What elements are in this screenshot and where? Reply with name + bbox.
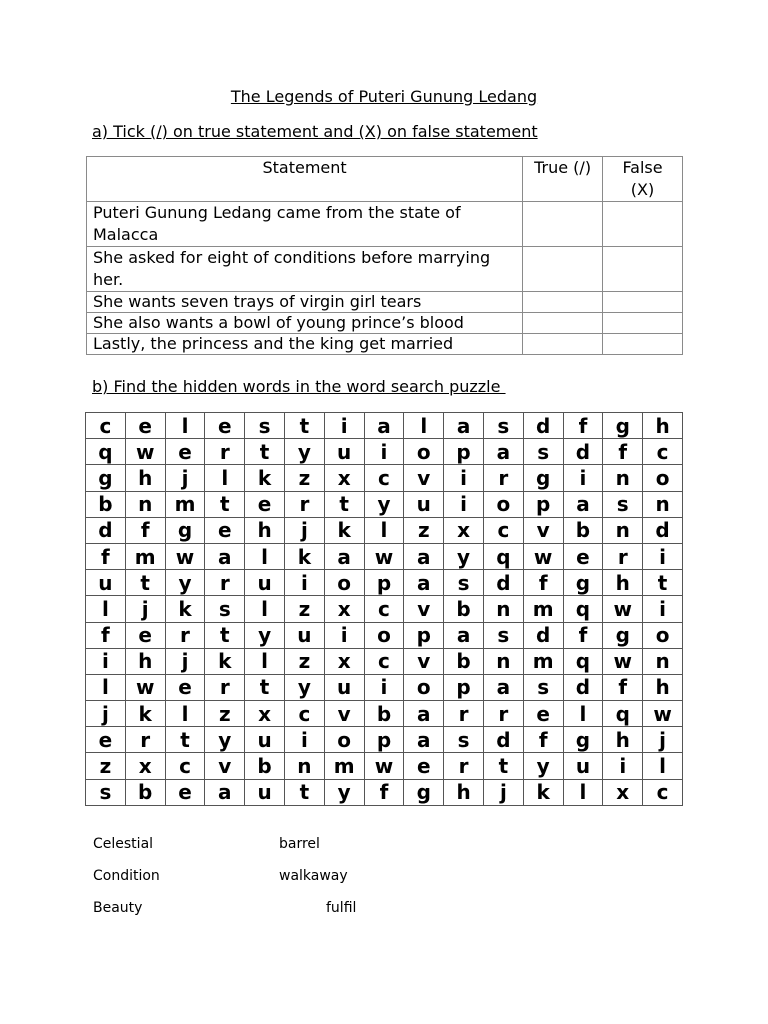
grid-cell[interactable]: d	[643, 517, 683, 543]
grid-cell[interactable]: z	[205, 701, 245, 727]
grid-cell[interactable]: x	[324, 596, 364, 622]
grid-cell[interactable]: c	[643, 439, 683, 465]
grid-cell[interactable]: f	[603, 439, 643, 465]
grid-row	[86, 517, 683, 543]
grid-cell[interactable]: s	[523, 439, 563, 465]
grid-cell[interactable]: a	[444, 622, 484, 648]
grid-cell[interactable]: i	[563, 465, 603, 491]
grid-cell[interactable]: n	[483, 596, 523, 622]
word-search-grid	[85, 412, 683, 806]
grid-cell[interactable]: n	[125, 491, 165, 517]
grid-cell[interactable]: h	[603, 570, 643, 596]
grid-cell[interactable]: i	[643, 596, 683, 622]
true-tick-cell[interactable]	[523, 202, 603, 247]
false-tick-cell[interactable]	[603, 292, 683, 313]
grid-cell[interactable]: a	[324, 543, 364, 569]
grid-cell[interactable]: s	[483, 413, 523, 439]
grid-cell[interactable]: d	[483, 727, 523, 753]
grid-cell[interactable]: b	[444, 596, 484, 622]
grid-cell[interactable]: v	[404, 465, 444, 491]
grid-cell[interactable]: m	[523, 648, 563, 674]
grid-cell[interactable]: c	[643, 779, 683, 805]
grid-cell[interactable]: a	[364, 413, 404, 439]
false-tick-cell[interactable]	[603, 202, 683, 247]
grid-cell[interactable]: z	[404, 517, 444, 543]
grid-cell[interactable]: r	[205, 674, 245, 700]
grid-cell[interactable]: y	[284, 439, 324, 465]
grid-cell[interactable]: v	[205, 753, 245, 779]
grid-cell[interactable]: b	[444, 648, 484, 674]
grid-cell[interactable]: h	[444, 779, 484, 805]
grid-cell[interactable]: e	[125, 622, 165, 648]
grid-cell[interactable]: b	[245, 753, 285, 779]
false-tick-cell[interactable]	[603, 313, 683, 334]
true-tick-cell[interactable]	[523, 313, 603, 334]
grid-cell[interactable]: k	[284, 543, 324, 569]
statement-cell: She also wants a bowl of young prince’s blood	[87, 313, 523, 334]
grid-cell[interactable]: w	[125, 439, 165, 465]
grid-cell[interactable]: x	[603, 779, 643, 805]
grid-cell[interactable]: q	[603, 701, 643, 727]
grid-cell[interactable]: r	[125, 727, 165, 753]
worksheet-title: The Legends of Puteri Gunung Ledang	[230, 87, 538, 106]
grid-cell[interactable]: h	[643, 674, 683, 700]
grid-cell[interactable]: g	[86, 465, 126, 491]
grid-row	[86, 491, 683, 517]
grid-cell[interactable]: l	[245, 596, 285, 622]
word-list-item: Condition	[93, 868, 160, 884]
grid-cell[interactable]: r	[444, 701, 484, 727]
grid-cell[interactable]: h	[245, 517, 285, 543]
grid-cell[interactable]: x	[324, 648, 364, 674]
grid-cell[interactable]: w	[125, 674, 165, 700]
grid-cell[interactable]: t	[483, 753, 523, 779]
grid-cell[interactable]: j	[483, 779, 523, 805]
grid-cell[interactable]: n	[603, 517, 643, 543]
grid-row	[86, 543, 683, 569]
grid-cell[interactable]: w	[364, 753, 404, 779]
true-tick-cell[interactable]	[523, 292, 603, 313]
grid-cell[interactable]: l	[205, 465, 245, 491]
true-tick-cell[interactable]	[523, 334, 603, 355]
grid-cell[interactable]: e	[205, 517, 245, 543]
grid-cell[interactable]: l	[165, 701, 205, 727]
grid-cell[interactable]: z	[86, 753, 126, 779]
grid-cell[interactable]: d	[483, 570, 523, 596]
grid-cell[interactable]: i	[643, 543, 683, 569]
grid-cell[interactable]: n	[643, 491, 683, 517]
grid-cell[interactable]: r	[205, 439, 245, 465]
grid-cell[interactable]: s	[86, 779, 126, 805]
grid-cell[interactable]: x	[125, 753, 165, 779]
grid-cell[interactable]: t	[125, 570, 165, 596]
grid-cell[interactable]: e	[165, 439, 205, 465]
grid-cell[interactable]: v	[404, 648, 444, 674]
grid-cell[interactable]: n	[284, 753, 324, 779]
grid-cell[interactable]: m	[125, 543, 165, 569]
word-list-item: Celestial	[93, 836, 154, 852]
grid-cell[interactable]: a	[404, 701, 444, 727]
grid-cell[interactable]: e	[404, 753, 444, 779]
grid-cell[interactable]: u	[245, 570, 285, 596]
grid-cell[interactable]: v	[523, 517, 563, 543]
grid-cell[interactable]: q	[563, 596, 603, 622]
grid-cell[interactable]: g	[404, 779, 444, 805]
grid-cell[interactable]: w	[165, 543, 205, 569]
grid-row	[86, 622, 683, 648]
grid-cell[interactable]: n	[643, 648, 683, 674]
grid-cell[interactable]: r	[483, 465, 523, 491]
grid-row	[86, 439, 683, 465]
grid-cell[interactable]: a	[404, 543, 444, 569]
false-tick-cell[interactable]	[603, 247, 683, 292]
grid-cell[interactable]: l	[563, 701, 603, 727]
grid-cell[interactable]: y	[364, 491, 404, 517]
grid-cell[interactable]: u	[284, 622, 324, 648]
word-list-item: barrel	[279, 836, 320, 852]
section-a-heading: a) Tick (/) on true statement and (X) on false statement	[92, 122, 538, 141]
grid-cell[interactable]: f	[603, 674, 643, 700]
grid-cell[interactable]: e	[165, 779, 205, 805]
grid-cell[interactable]: s	[444, 570, 484, 596]
grid-cell[interactable]: d	[563, 674, 603, 700]
grid-cell[interactable]: f	[125, 517, 165, 543]
grid-cell[interactable]: r	[205, 570, 245, 596]
grid-cell[interactable]: c	[284, 701, 324, 727]
grid-cell[interactable]: s	[205, 596, 245, 622]
grid-cell[interactable]: c	[165, 753, 205, 779]
grid-cell[interactable]: l	[86, 596, 126, 622]
grid-cell[interactable]: o	[483, 491, 523, 517]
grid-cell[interactable]: c	[364, 596, 404, 622]
grid-cell[interactable]: w	[523, 543, 563, 569]
grid-cell[interactable]: j	[284, 517, 324, 543]
table-row	[87, 334, 683, 355]
false-tick-cell[interactable]	[603, 334, 683, 355]
grid-cell[interactable]: v	[324, 701, 364, 727]
grid-cell[interactable]: p	[404, 622, 444, 648]
grid-cell[interactable]: i	[324, 622, 364, 648]
grid-cell[interactable]: y	[523, 753, 563, 779]
grid-cell[interactable]: q	[483, 543, 523, 569]
grid-cell[interactable]: k	[523, 779, 563, 805]
statement-cell: She asked for eight of conditions before marrying her.	[87, 247, 523, 292]
grid-cell[interactable]: g	[563, 570, 603, 596]
grid-cell[interactable]: l	[165, 413, 205, 439]
grid-cell[interactable]: u	[245, 727, 285, 753]
grid-cell[interactable]: z	[284, 648, 324, 674]
grid-cell[interactable]: i	[284, 727, 324, 753]
grid-cell[interactable]: c	[483, 517, 523, 543]
grid-cell[interactable]: g	[563, 727, 603, 753]
grid-cell[interactable]: i	[444, 491, 484, 517]
grid-cell[interactable]: l	[404, 413, 444, 439]
grid-cell[interactable]: u	[563, 753, 603, 779]
grid-cell[interactable]: w	[603, 596, 643, 622]
statement-header: Statement	[87, 157, 523, 202]
grid-cell[interactable]: i	[364, 439, 404, 465]
grid-cell[interactable]: u	[324, 439, 364, 465]
grid-cell[interactable]: j	[165, 648, 205, 674]
grid-cell[interactable]: m	[523, 596, 563, 622]
word-list-item: Beauty	[93, 900, 143, 916]
grid-cell[interactable]: k	[165, 596, 205, 622]
table-row	[87, 292, 683, 313]
grid-cell[interactable]: m	[324, 753, 364, 779]
grid-cell[interactable]: f	[523, 570, 563, 596]
grid-cell[interactable]: u	[245, 779, 285, 805]
grid-cell[interactable]: c	[86, 413, 126, 439]
grid-cell[interactable]: m	[165, 491, 205, 517]
grid-cell[interactable]: i	[324, 413, 364, 439]
grid-cell[interactable]: b	[86, 491, 126, 517]
grid-cell[interactable]: l	[643, 753, 683, 779]
grid-cell[interactable]: y	[205, 727, 245, 753]
grid-cell[interactable]: k	[324, 517, 364, 543]
grid-cell[interactable]: l	[245, 543, 285, 569]
statement-cell: Puteri Gunung Ledang came from the state of Malacca	[87, 202, 523, 247]
grid-cell[interactable]: q	[563, 648, 603, 674]
grid-cell[interactable]: e	[245, 491, 285, 517]
grid-cell[interactable]: f	[86, 543, 126, 569]
grid-cell[interactable]: c	[364, 465, 404, 491]
grid-cell[interactable]: r	[483, 701, 523, 727]
grid-cell[interactable]: u	[86, 570, 126, 596]
grid-cell[interactable]: a	[205, 779, 245, 805]
table-header-row	[87, 157, 683, 202]
grid-cell[interactable]: z	[284, 596, 324, 622]
grid-cell[interactable]: q	[86, 439, 126, 465]
grid-cell[interactable]: u	[404, 491, 444, 517]
grid-cell[interactable]: y	[444, 543, 484, 569]
false-header: False (X)	[603, 157, 683, 202]
grid-cell[interactable]: o	[364, 622, 404, 648]
grid-cell[interactable]: f	[563, 413, 603, 439]
grid-cell[interactable]: g	[523, 465, 563, 491]
grid-cell[interactable]: a	[483, 439, 523, 465]
grid-cell[interactable]: j	[165, 465, 205, 491]
grid-cell[interactable]: o	[324, 727, 364, 753]
grid-row	[86, 779, 683, 805]
grid-row	[86, 648, 683, 674]
grid-cell[interactable]: l	[364, 517, 404, 543]
grid-cell[interactable]: k	[245, 465, 285, 491]
grid-cell[interactable]: w	[364, 543, 404, 569]
grid-cell[interactable]: f	[86, 622, 126, 648]
grid-cell[interactable]: d	[523, 622, 563, 648]
table-row	[87, 313, 683, 334]
grid-cell[interactable]: h	[603, 727, 643, 753]
grid-cell[interactable]: r	[165, 622, 205, 648]
grid-cell[interactable]: v	[404, 596, 444, 622]
word-list-item: walkaway	[279, 868, 348, 884]
grid-row	[86, 701, 683, 727]
grid-cell[interactable]: y	[324, 779, 364, 805]
grid-cell[interactable]: i	[444, 465, 484, 491]
grid-cell[interactable]: a	[483, 674, 523, 700]
grid-cell[interactable]: l	[86, 674, 126, 700]
grid-cell[interactable]: a	[563, 491, 603, 517]
grid-row	[86, 465, 683, 491]
grid-cell[interactable]: g	[603, 622, 643, 648]
grid-cell[interactable]: s	[444, 727, 484, 753]
grid-cell[interactable]: t	[324, 491, 364, 517]
grid-cell[interactable]: h	[125, 465, 165, 491]
grid-cell[interactable]: t	[205, 622, 245, 648]
grid-cell[interactable]: l	[245, 648, 285, 674]
true-header: True (/)	[523, 157, 603, 202]
grid-cell[interactable]: t	[643, 570, 683, 596]
statement-table	[86, 156, 683, 355]
grid-cell[interactable]: e	[523, 701, 563, 727]
grid-cell[interactable]: g	[603, 413, 643, 439]
section-b-heading: b) Find the hidden words in the word search puzzle	[92, 377, 506, 396]
grid-cell[interactable]: j	[125, 596, 165, 622]
grid-cell[interactable]: l	[563, 779, 603, 805]
grid-cell[interactable]: s	[523, 674, 563, 700]
grid-cell[interactable]: y	[245, 622, 285, 648]
grid-cell[interactable]: o	[404, 439, 444, 465]
grid-cell[interactable]: p	[364, 570, 404, 596]
grid-cell[interactable]: o	[643, 622, 683, 648]
grid-cell[interactable]: f	[364, 779, 404, 805]
grid-cell[interactable]: x	[324, 465, 364, 491]
grid-cell[interactable]: r	[284, 491, 324, 517]
grid-cell[interactable]: x	[245, 701, 285, 727]
grid-cell[interactable]: w	[643, 701, 683, 727]
grid-cell[interactable]: i	[284, 570, 324, 596]
grid-cell[interactable]: p	[523, 491, 563, 517]
grid-cell[interactable]: t	[284, 413, 324, 439]
grid-cell[interactable]: t	[165, 727, 205, 753]
grid-cell[interactable]: f	[563, 622, 603, 648]
grid-cell[interactable]: p	[444, 674, 484, 700]
statement-cell: She wants seven trays of virgin girl tears	[87, 292, 523, 313]
grid-cell[interactable]: i	[603, 753, 643, 779]
grid-cell[interactable]: y	[284, 674, 324, 700]
true-tick-cell[interactable]	[523, 247, 603, 292]
grid-cell[interactable]: a	[404, 727, 444, 753]
grid-cell[interactable]: e	[205, 413, 245, 439]
grid-cell[interactable]: p	[364, 727, 404, 753]
grid-cell[interactable]: e	[86, 727, 126, 753]
grid-row	[86, 753, 683, 779]
grid-cell[interactable]: g	[165, 517, 205, 543]
grid-cell[interactable]: k	[205, 648, 245, 674]
grid-cell[interactable]: b	[364, 701, 404, 727]
grid-cell[interactable]: y	[165, 570, 205, 596]
grid-cell[interactable]: h	[643, 413, 683, 439]
grid-cell[interactable]: k	[125, 701, 165, 727]
grid-cell[interactable]: r	[603, 543, 643, 569]
grid-cell[interactable]: o	[324, 570, 364, 596]
table-row	[87, 202, 683, 247]
grid-cell[interactable]: a	[444, 413, 484, 439]
grid-cell[interactable]: d	[523, 413, 563, 439]
grid-row	[86, 413, 683, 439]
grid-row	[86, 674, 683, 700]
grid-cell[interactable]: t	[284, 779, 324, 805]
grid-cell[interactable]: a	[404, 570, 444, 596]
grid-row	[86, 596, 683, 622]
grid-cell[interactable]: r	[444, 753, 484, 779]
grid-row	[86, 570, 683, 596]
grid-cell[interactable]: d	[563, 439, 603, 465]
grid-cell[interactable]: u	[324, 674, 364, 700]
grid-cell[interactable]: c	[364, 648, 404, 674]
grid-cell[interactable]: d	[86, 517, 126, 543]
grid-cell[interactable]: s	[603, 491, 643, 517]
grid-row	[86, 727, 683, 753]
grid-cell[interactable]: z	[284, 465, 324, 491]
grid-cell[interactable]: x	[444, 517, 484, 543]
grid-cell[interactable]: b	[563, 517, 603, 543]
grid-cell[interactable]: o	[643, 465, 683, 491]
grid-cell[interactable]: t	[245, 674, 285, 700]
grid-cell[interactable]: t	[205, 491, 245, 517]
grid-cell[interactable]: j	[643, 727, 683, 753]
statement-cell: Lastly, the princess and the king get married	[87, 334, 523, 355]
grid-cell[interactable]: t	[245, 439, 285, 465]
grid-cell[interactable]: p	[444, 439, 484, 465]
grid-cell[interactable]: s	[245, 413, 285, 439]
table-row	[87, 247, 683, 292]
word-list-item: fulfil	[326, 900, 357, 916]
grid-cell[interactable]: j	[86, 701, 126, 727]
grid-cell[interactable]: f	[523, 727, 563, 753]
grid-cell[interactable]: e	[165, 674, 205, 700]
grid-cell[interactable]: e	[125, 413, 165, 439]
grid-cell[interactable]: b	[125, 779, 165, 805]
grid-cell[interactable]: h	[125, 648, 165, 674]
grid-cell[interactable]: w	[603, 648, 643, 674]
grid-cell[interactable]: i	[86, 648, 126, 674]
grid-cell[interactable]: o	[404, 674, 444, 700]
grid-cell[interactable]: n	[603, 465, 643, 491]
grid-cell[interactable]: s	[483, 622, 523, 648]
grid-cell[interactable]: e	[563, 543, 603, 569]
grid-cell[interactable]: i	[364, 674, 404, 700]
grid-cell[interactable]: a	[205, 543, 245, 569]
grid-cell[interactable]: n	[483, 648, 523, 674]
